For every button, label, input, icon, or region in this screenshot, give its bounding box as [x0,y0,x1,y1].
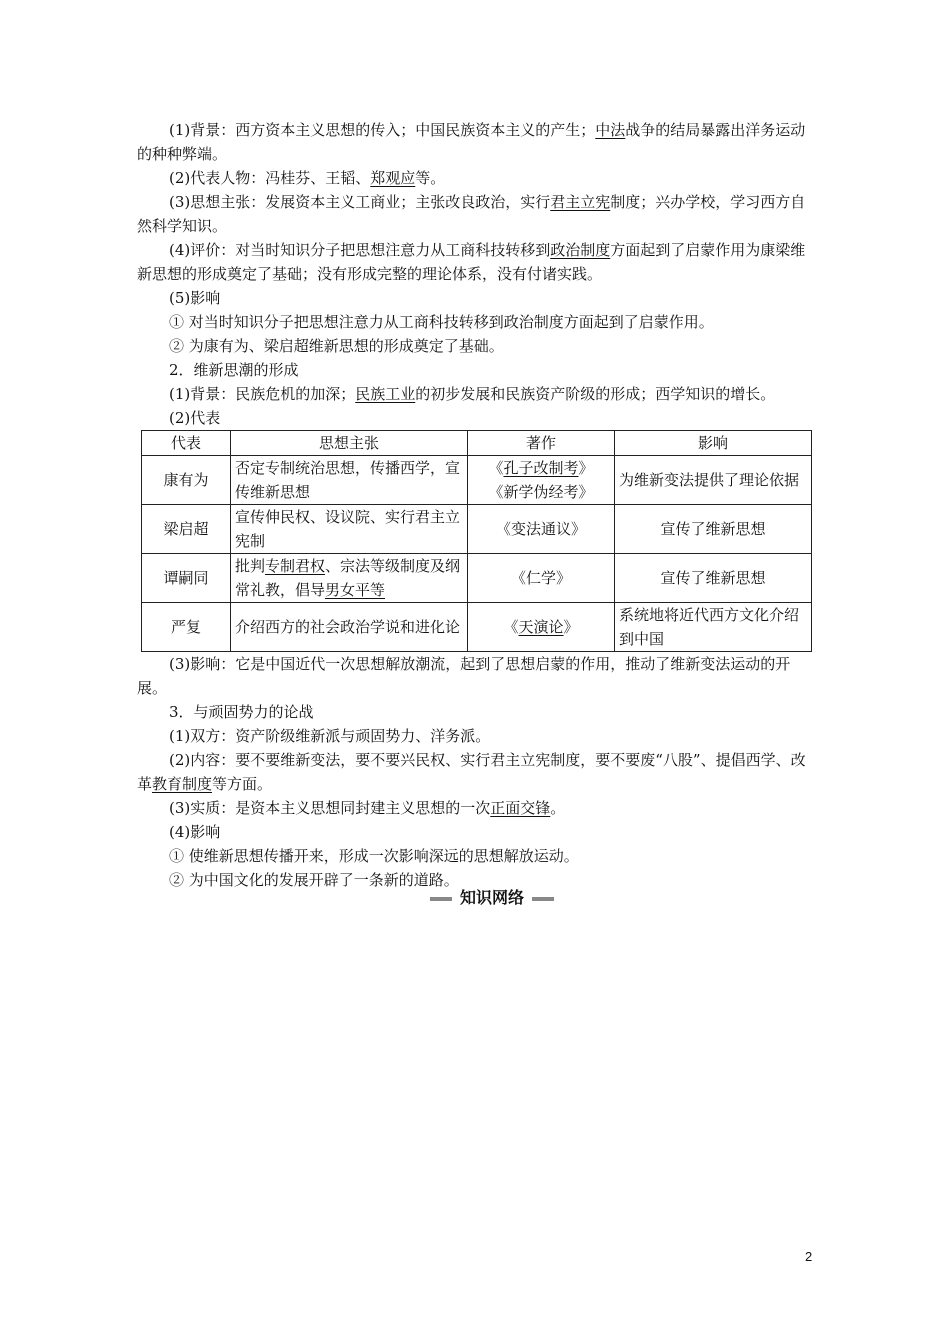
paragraph-debate-influence-2: ② 为中国文化的发展开辟了一条新的道路。 [169,871,459,889]
table-row [142,554,812,603]
document-body [137,118,817,892]
cell-work: 《仁学》 [468,554,615,603]
table-header: 代表 [142,431,231,456]
cell-name: 谭嗣同 [142,554,231,603]
paragraph-debate-influence-heading: (4)影响 [169,823,221,841]
paragraph-influence-heading: (5)影响 [169,289,221,307]
cell-impact: 为维新变法提供了理论依据 [615,456,812,505]
table-header: 著作 [468,431,615,456]
table-header: 影响 [615,431,812,456]
paragraph-debate-sides: (1)双方：资产阶级维新派与顽固势力、洋务派。 [169,727,491,745]
paragraph-reform-background: (1)背景：民族危机的加深；民族工业的初步发展和民族资产阶级的形成；西学知识的增长。 [169,385,776,403]
representatives-table [141,430,812,652]
paragraph-representatives: (2)代表人物：冯桂芬、王韬、郑观应等。 [169,169,446,187]
cell-name: 康有为 [142,456,231,505]
section-title-debate: 3．与顽固势力的论战 [169,703,314,721]
cell-idea: 批判专制君权、宗法等级制度及纲常礼教，倡导男女平等 [231,554,468,603]
cell-name: 严复 [142,603,231,652]
cell-idea: 宣传伸民权、设议院、实行君主立宪制 [231,505,468,554]
paragraph-debate-essence: (3)实质：是资本主义思想同封建主义思想的一次正面交锋。 [169,799,566,817]
table-row [142,603,812,652]
paragraph-background: (1)背景：西方资本主义思想的传入；中国民族资本主义的产生；中法战争的结局暴露出洋务运动的种种弊端。 [137,121,806,163]
banner-label: 知识网络 [459,888,524,907]
paragraph-reform-influence: (3)影响：它是中国近代一次思想解放潮流，起到了思想启蒙的作用，推动了维新变法运动的开展。 [137,655,791,697]
table-header: 思想主张 [231,431,468,456]
paragraph-ideas: (3)思想主张：发展资本主义工商业；主张改良政治，实行君主立宪制度；兴办学校，学习西方自然科学知识。 [137,193,806,235]
banner-right-bar [532,897,554,901]
banner-left-bar [430,897,452,901]
cell-work: 《孔子改制考》 《新学伪经考》 [468,456,615,505]
table-header-row [142,431,812,456]
table-row [142,456,812,505]
paragraph-reform-representatives: (2)代表 [169,409,221,427]
table-row [142,505,812,554]
cell-idea: 否定专制统治思想，传播西学，宣传维新思想 [231,456,468,505]
knowledge-network-banner [430,886,554,910]
cell-impact: 宣传了维新思想 [615,554,812,603]
section-title-reform-thought: 2．维新思潮的形成 [169,361,299,379]
paragraph-influence-2: ② 为康有为、梁启超维新思想的形成奠定了基础。 [169,337,504,355]
cell-idea: 介绍西方的社会政治学说和进化论 [231,603,468,652]
paragraph-debate-influence-1: ① 使维新思想传播开来，形成一次影响深远的思想解放运动。 [169,847,579,865]
page-number: 2 [805,1249,813,1264]
paragraph-influence-1: ① 对当时知识分子把思想注意力从工商科技转移到政治制度方面起到了启蒙作用。 [169,313,714,331]
cell-impact: 系统地将近代西方文化介绍到中国 [615,603,812,652]
paragraph-debate-content: (2)内容：要不要维新变法，要不要兴民权、实行君主立宪制度，要不要废“八股”、提倡西学、改革教育制度等方面。 [137,751,806,793]
cell-work: 《天演论》 [468,603,615,652]
paragraph-evaluation: (4)评价：对当时知识分子把思想注意力从工商科技转移到政治制度方面起到了启蒙作用为康梁维新思想的形成奠定了基础；没有形成完整的理论体系，没有付诸实践。 [137,241,806,283]
cell-name: 梁启超 [142,505,231,554]
cell-work: 《变法通议》 [468,505,615,554]
cell-impact: 宣传了维新思想 [615,505,812,554]
